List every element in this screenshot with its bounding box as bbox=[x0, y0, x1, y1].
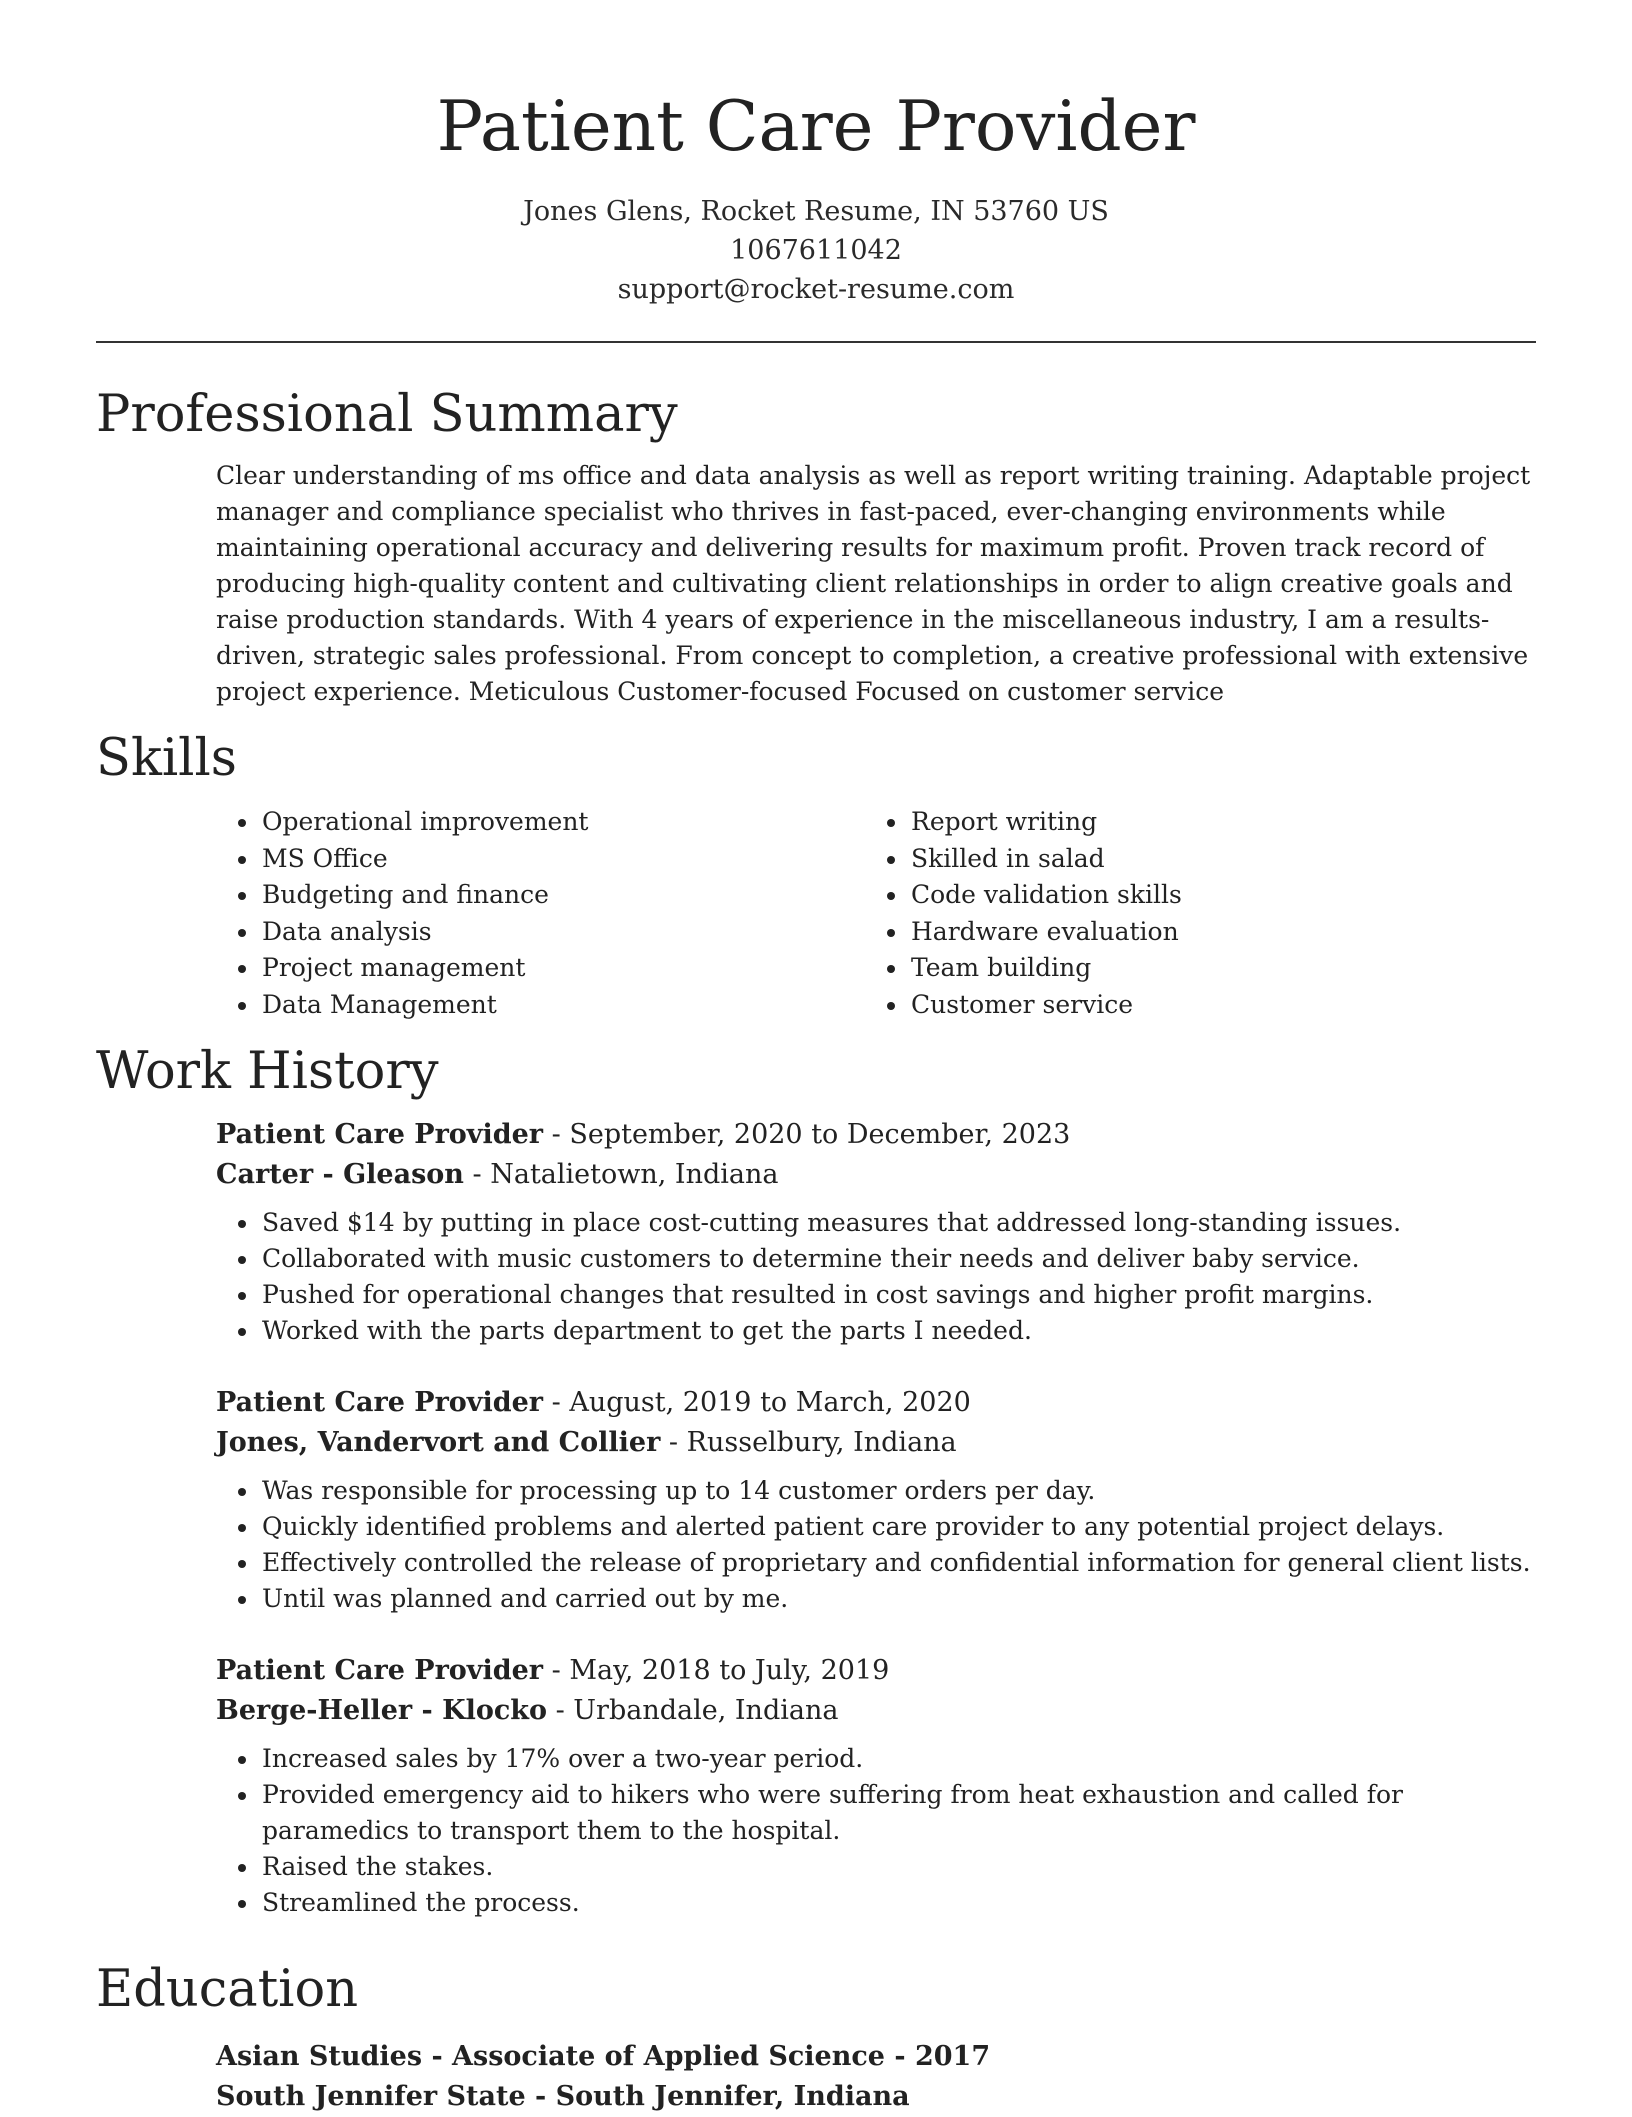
skill-item: • Customer service bbox=[909, 987, 1514, 1024]
skill-item: • Hardware evaluation bbox=[909, 914, 1514, 951]
job-dates: September, 2020 to December, 2023 bbox=[569, 1119, 1071, 1150]
job-title-line: Patient Care Provider - September, 2020 to December, 2023 bbox=[216, 1119, 1071, 1150]
job-bullets bbox=[216, 1741, 1536, 1921]
education-degree: Asian Studies - Associate of Applied Science - 2017 bbox=[216, 2041, 991, 2072]
job-company: Carter - Gleason bbox=[216, 1159, 464, 1190]
job-entry bbox=[96, 1115, 1536, 1349]
job-dates: May, 2018 to July, 2019 bbox=[569, 1655, 890, 1686]
section-title-summary: Professional Summary bbox=[96, 385, 678, 444]
job-bullet: • Pushed for operational changes that resulted in cost savings and higher profit margins. bbox=[260, 1277, 1536, 1313]
skills-column-right bbox=[865, 804, 1514, 1023]
skill-item: • Code validation skills bbox=[909, 877, 1514, 914]
address: Jones Glens, Rocket Resume, IN 53760 US bbox=[523, 196, 1109, 227]
section-title-work-history: Work History bbox=[96, 1042, 439, 1101]
job-bullet: • Streamlined the process. bbox=[260, 1885, 1536, 1921]
skills-list bbox=[96, 804, 1536, 1023]
summary-section bbox=[96, 380, 1536, 710]
job-bullet: • Effectively controlled the release of proprietary and confidential information for general client lists. bbox=[260, 1545, 1536, 1581]
skill-item: • Budgeting and finance bbox=[260, 877, 865, 914]
job-dates: August, 2019 to March, 2020 bbox=[569, 1387, 971, 1418]
job-bullet: • Increased sales by 17% over a two-year period. bbox=[260, 1741, 1536, 1777]
contact-block bbox=[0, 192, 1632, 309]
header-divider bbox=[96, 341, 1536, 343]
resume-body bbox=[96, 380, 1536, 2117]
job-bullets bbox=[216, 1205, 1536, 1349]
phone: 1067611042 bbox=[730, 235, 902, 266]
skill-item: • MS Office bbox=[260, 841, 865, 878]
job-company-line: Berge-Heller - Klocko - Urbandale, Indiana bbox=[216, 1695, 839, 1726]
job-title-line: Patient Care Provider - May, 2018 to July, 2019 bbox=[216, 1655, 890, 1686]
education-school: South Jennifer State - South Jennifer, Indiana bbox=[216, 2081, 910, 2112]
job-company: Berge-Heller - Klocko bbox=[216, 1695, 547, 1726]
job-bullet: • Collaborated with music customers to determine their needs and deliver baby service. bbox=[260, 1241, 1536, 1277]
job-role: Patient Care Provider bbox=[216, 1387, 544, 1418]
skill-item: • Team building bbox=[909, 950, 1514, 987]
skill-item: • Operational improvement bbox=[260, 804, 865, 841]
section-title-skills: Skills bbox=[96, 729, 237, 788]
job-company: Jones, Vandervort and Collier bbox=[216, 1427, 661, 1458]
job-bullet: • Raised the stakes. bbox=[260, 1849, 1536, 1885]
job-entry bbox=[96, 1651, 1536, 1921]
skill-item: • Report writing bbox=[909, 804, 1514, 841]
job-bullets bbox=[216, 1473, 1536, 1617]
work-history-section bbox=[96, 1037, 1536, 1921]
job-role: Patient Care Provider bbox=[216, 1655, 544, 1686]
skill-item: • Skilled in salad bbox=[909, 841, 1514, 878]
skills-column-left bbox=[216, 804, 865, 1023]
summary-text: Clear understanding of ms office and data analysis as well as report writing training. Adaptable project manager and compliance specialist who thrives in fast-paced, ever-changing environments while maintaining operational accuracy and delivering results for maximum profit. Proven track record of producing high-quality content and cultivating client relationships in order to align creative goals and raise production standards. With 4 years of experience in the miscellaneous industry, I am a results-driven, strategic sales professional. From concept to completion, a creative professional with extensive project experience. Meticulous Customer-focused Focused on customer service bbox=[216, 461, 1531, 706]
resume-header bbox=[0, 0, 1632, 309]
education-entry bbox=[96, 2037, 1536, 2117]
job-title-line: Patient Care Provider - August, 2019 to March, 2020 bbox=[216, 1387, 971, 1418]
job-location: Russelbury, Indiana bbox=[686, 1427, 957, 1458]
skills-section bbox=[96, 724, 1536, 1023]
skill-item: • Project management bbox=[260, 950, 865, 987]
job-bullet: • Quickly identified problems and alerted patient care provider to any potential project delays. bbox=[260, 1509, 1536, 1545]
job-entry bbox=[96, 1383, 1536, 1617]
skill-item: • Data Management bbox=[260, 987, 865, 1024]
section-title-education: Education bbox=[96, 1960, 359, 2019]
skill-item: • Data analysis bbox=[260, 914, 865, 951]
job-location: Natalietown, Indiana bbox=[490, 1159, 779, 1190]
email: support@rocket-resume.com bbox=[617, 274, 1015, 305]
job-bullet: • Provided emergency aid to hikers who were suffering from heat exhaustion and called for paramedics to transport them to the hospital. bbox=[260, 1777, 1536, 1849]
job-bullet: • Until was planned and carried out by me. bbox=[260, 1581, 1536, 1617]
job-location: Urbandale, Indiana bbox=[573, 1695, 839, 1726]
job-bullet: • Saved $14 by putting in place cost-cutting measures that addressed long-standing issues. bbox=[260, 1205, 1536, 1241]
job-bullet: • Was responsible for processing up to 14 customer orders per day. bbox=[260, 1473, 1536, 1509]
job-company-line: Carter - Gleason - Natalietown, Indiana bbox=[216, 1159, 779, 1190]
job-bullet: • Worked with the parts department to get the parts I needed. bbox=[260, 1313, 1536, 1349]
job-role: Patient Care Provider bbox=[216, 1119, 544, 1150]
job-company-line: Jones, Vandervort and Collier - Russelbury, Indiana bbox=[216, 1427, 957, 1458]
education-section bbox=[96, 1955, 1536, 2117]
candidate-name: Patient Care Provider bbox=[436, 87, 1196, 167]
